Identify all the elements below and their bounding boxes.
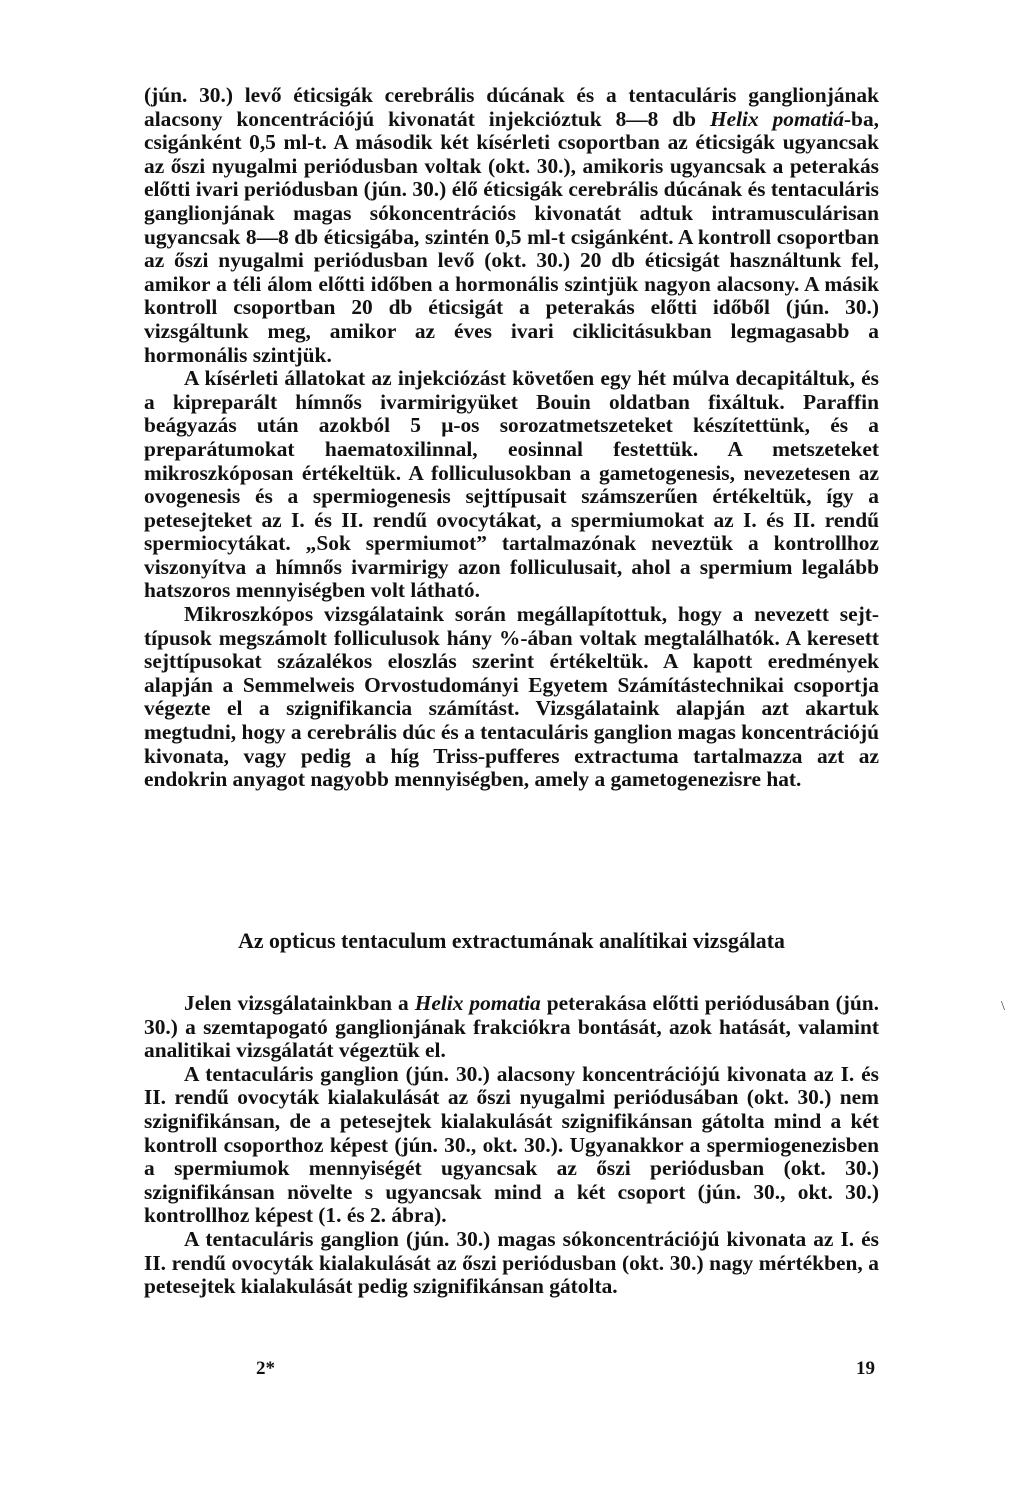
paragraph-2: A kísérleti állatokat az injekciózást követően egy hét múlva decapitáltuk, és a kipreparált hímnős ivarmirigyüket Bouin oldatban fixáltuk. Paraffin beágyazás után azokból 5 μ-os sorozatmetszeteket készítettünk, és a preparátumokat haematoxilinnal, eosinnal festettük. A metszeteket mikroszkóposan értékeltük. A folliculusokban a gametogenesis, nevezetesen az ovogenesis és a spermiogenesis sejttípusait számszerűen értékeltük, így a petesejteket az I. és II. rendű ovocytákat, a spermiumokat az I. és II. rendű spermiocytákat. „Sok spermiumot” tartalmazónak neveztük a kontrollhoz viszonyítva a hímnős ivarmirigy azon folliculusait, ahol a spermium legalább hatszoros mennyiségben volt látható. bbox=[144, 366, 879, 603]
section-paragraph-2: A tentaculáris ganglion (jún. 30.) alacsony koncentrációjú kivonata az I. és II. rendű ovocyták kialakulását az őszi nyugalmi periódusában (okt. 30.) nem szignifikánsan, de a petesejtek kialakulását szignifikánsan gátolta mind a két kontroll csoporthoz képest (jún. 30., okt. 30.). Ugyanakkor a spermiogenezisben a spermiumok mennyiségét ugyancsak az őszi periódusban (okt. 30.) szignifikánsan növelte s ugyancsak mind a két csoport (jún. 30., okt. 30.) kontrollhoz képest (1. és 2. ábra). bbox=[144, 1061, 879, 1228]
paragraph-3: Mikroszkópos vizsgálataink során megállapítottuk, hogy a nevezett sejttípusok megszámolt folliculusok hány %-ában voltak megtalálhatók. A keresett sejttípusokat százalékos eloszlás szerint értékeltük. A kapott eredmények alapján a Semmelweis Orvostudományi Egyetem Számítástechnikai csoportja végezte el a szignifikancia számítást. Vizsgálataink alapján azt akartuk megtudni, hogy a cerebrális dúc és a tentaculáris ganglion magas koncentrációjú kivonata, vagy pedig a híg Triss-pufferes extractuma tartalmazza azt az endokrin anyagot nagyobb mennyiségben, amely a gametogenezisre hat. bbox=[144, 602, 879, 792]
signature-mark: 2* bbox=[256, 1358, 275, 1379]
paragraph-1: (jún. 30.) levő éticsigák cerebrális dúcának és a tentaculáris ganglionjának alacsony koncentrációjú kivonatát injekcióztuk 8—8 db Helix pomatiá-ba, csigánként 0,5 ml-t. A második két kísérleti csoportban az éticsigák ugyancsak az őszi nyugalmi periódusban voltak (okt. 30.), amikoris ugyancsak a peterakás előtti ivari periódusban (jún. 30.) élő éticsigák cerebrális dúcának és tentaculáris ganglionjának magas sókoncentrációs kivonatát adtuk intramusculárisan ugyancsak 8—8 db éticsigába, szintén 0,5 ml-t csigánként. A kontroll csoportban az őszi nyugalmi periódusban levő (okt. 30.) 20 db éticsigát használtunk fel, amikor a téli álom előtti időben a hormonális szintjük nagyon alacsony. A másik kontroll csoportban 20 db éticsigát a peterakás előtti időből (jún. 30.) vizsgáltunk meg, amikor az éves ivari ciklicitásukban legmagasabb a hormonális szintjük. bbox=[144, 83, 879, 367]
section-paragraph-3: A tentaculáris ganglion (jún. 30.) magas sókoncentrációjú kivonata az I. és II. rendű ovocyták kialakulását az őszi periódusban (okt. 30.) nagy mértékben, a petesejtek kialakulását pedig szignifikánsan gátolta. bbox=[144, 1226, 879, 1299]
page-number: 19 bbox=[856, 1358, 875, 1379]
stray-mark: \ bbox=[1001, 999, 1005, 1014]
section-body bbox=[144, 992, 879, 1299]
body-text bbox=[144, 84, 879, 792]
section-paragraph-1: Jelen vizsgálatainkban a Helix pomatia peterakása előtti periódusában (jún. 30.) a szemtapogató ganglionjának frakciókra bontását, azok hatását, valamint analitikai vizsgálatát végeztük el. bbox=[144, 991, 879, 1063]
section-heading: Az opticus tentaculum extractumának analítikai vizsgálata bbox=[238, 929, 785, 953]
